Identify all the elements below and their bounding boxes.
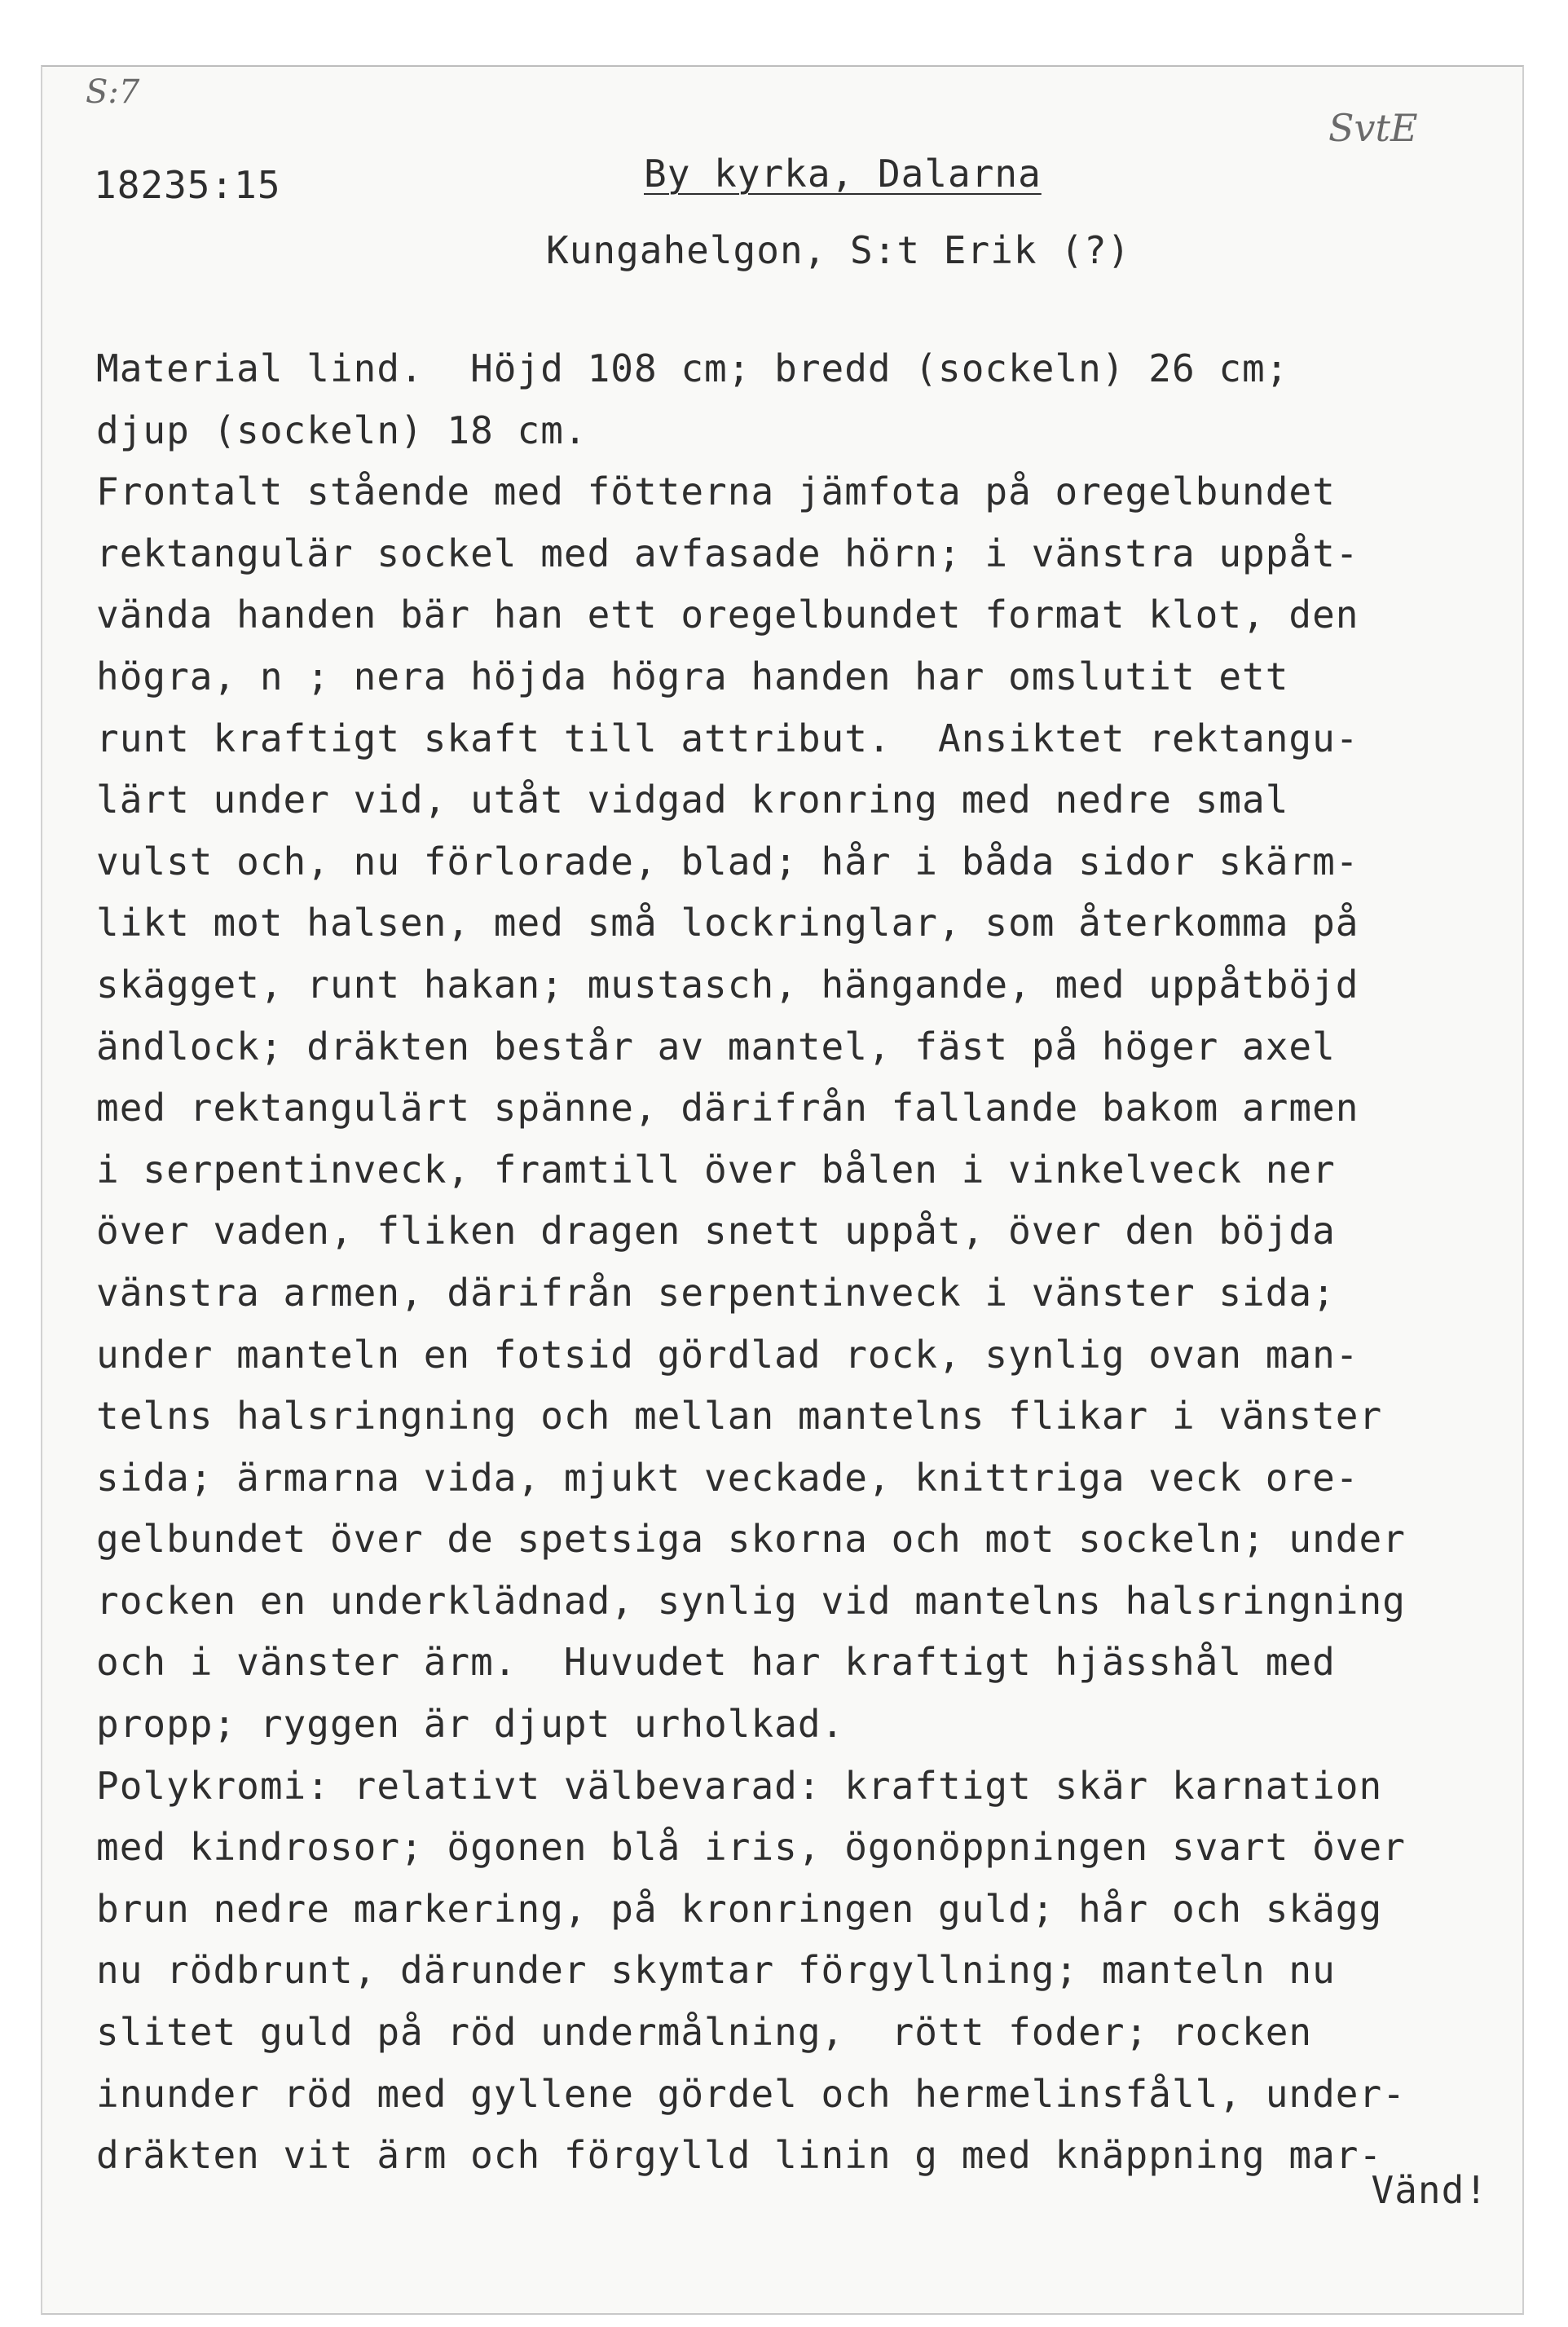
body-line: gelbundet över de spetsiga skorna och mot sockeln; under xyxy=(96,1517,1406,1562)
body-line: Material lind. Höjd 108 cm; bredd (sockeln) 26 cm; xyxy=(96,346,1289,390)
description-body xyxy=(96,338,1531,2187)
body-line: djup (sockeln) 18 cm. xyxy=(96,408,588,452)
body-line: vulst och, nu förlorade, blad; hår i båda sidor skärm- xyxy=(96,839,1359,884)
handwritten-note-top-left: S:7 xyxy=(86,73,140,111)
body-line: skägget, runt hakan; mustasch, hängande, med uppåtböjd xyxy=(96,962,1359,1007)
body-line: med kindrosor; ögonen blå iris, ögonöppningen svart över xyxy=(96,1825,1406,1870)
body-line: högra, n ; nera höjda högra handen har omslutit ett xyxy=(96,654,1289,699)
body-line: rektangulär sockel med avfasade hörn; i vänstra uppåt- xyxy=(96,531,1359,575)
body-line: över vaden, fliken dragen snett uppåt, över den böjda xyxy=(96,1209,1336,1254)
body-line: likt mot halsen, med små lockringlar, som återkomma på xyxy=(96,901,1359,945)
document-title: By kyrka, Dalarna xyxy=(644,152,1042,196)
body-line: dräkten vit ärm och förgylld linin g med knäppning mar- xyxy=(96,2133,1383,2178)
body-line: under manteln en fotsid gördlad rock, synlig ovan man- xyxy=(96,1332,1359,1377)
body-line: lärt under vid, utåt vidgad kronring med nedre smal xyxy=(96,778,1289,822)
body-line: inunder röd med gyllene gördel och hermelinsfåll, under- xyxy=(96,2071,1406,2116)
turn-over-note: Vänd! xyxy=(1371,2168,1488,2212)
body-line: i serpentinveck, framtill över bålen i vinkelveck ner xyxy=(96,1147,1336,1192)
document-subtitle: Kungahelgon, S:t Erik (?) xyxy=(546,228,1131,272)
body-line: brun nedre markering, på kronringen guld; hår och skägg xyxy=(96,1886,1383,1931)
catalog-number: 18235:15 xyxy=(94,163,281,207)
body-line: rocken en underklädnad, synlig vid mantelns halsringning xyxy=(96,1578,1406,1623)
body-line: slitet guld på röd undermålning, rött foder; rocken xyxy=(96,2010,1313,2055)
handwritten-note-top-right: SvtE xyxy=(1328,106,1418,150)
body-line: och i vänster ärm. Huvudet har kraftigt hjässhål med xyxy=(96,1640,1336,1685)
body-line: Polykromi: relativt välbevarad: kraftigt skär karnation xyxy=(96,1763,1383,1808)
body-line: nu rödbrunt, därunder skymtar förgyllning; manteln nu xyxy=(96,1948,1336,1993)
body-line: med rektangulärt spänne, därifrån fallande bakom armen xyxy=(96,1086,1359,1130)
body-line: propp; ryggen är djupt urholkad. xyxy=(96,1702,845,1747)
body-line: runt kraftigt skaft till attribut. Ansiktet rektangu- xyxy=(96,716,1359,760)
body-line: sida; ärmarna vida, mjukt veckade, knittriga veck ore- xyxy=(96,1455,1359,1500)
body-line: Frontalt stående med fötterna jämfota på oregelbundet xyxy=(96,469,1336,514)
body-line: telns halsringning och mellan mantelns flikar i vänster xyxy=(96,1394,1383,1439)
body-line: vänstra armen, därifrån serpentinveck i vänster sida; xyxy=(96,1270,1336,1315)
body-line: vända handen bär han ett oregelbundet format klot, den xyxy=(96,593,1359,637)
body-line: ändlock; dräkten består av mantel, fäst på höger axel xyxy=(96,1024,1336,1069)
